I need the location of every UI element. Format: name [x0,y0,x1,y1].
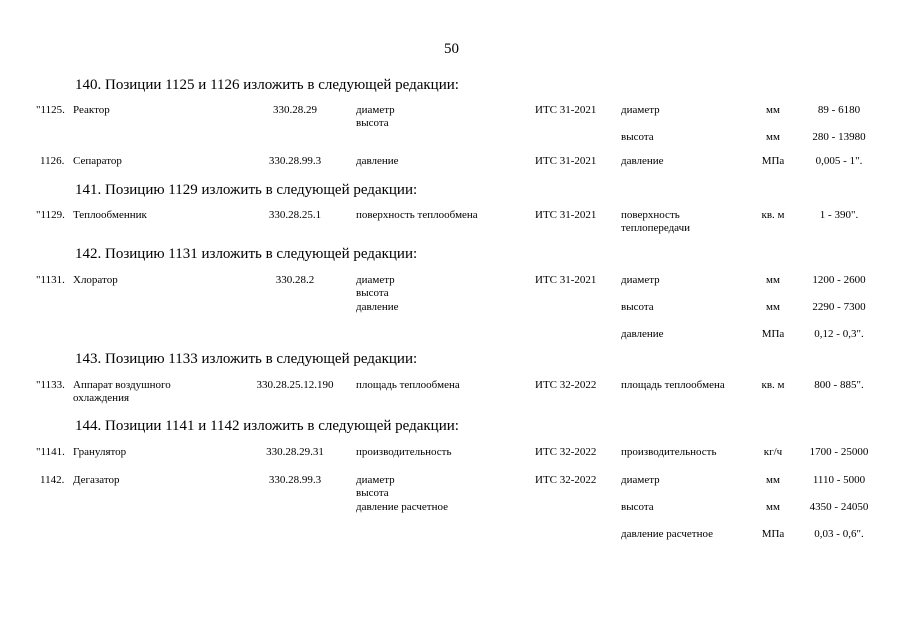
row-number: "1141. [36,446,65,458]
page-number: 50 [444,41,459,57]
its-parameter: диаметр [621,274,660,286]
equipment-name: Хлоратор [73,274,118,286]
section-heading: 141. Позицию 1129 изложить в следующей редакции: [75,182,418,198]
row-number: 1126. [40,155,65,167]
equipment-name: Теплообменник [73,209,147,221]
section-heading: 140. Позиции 1125 и 1126 изложить в следующей редакции: [75,77,459,93]
row-number: 1142. [40,474,65,486]
parameter: производительность [356,446,452,458]
code: 330.28.25.1 [268,209,322,221]
its-parameter: теплопередачи [621,222,691,234]
its-reference: ИТС 31-2021 [535,155,597,167]
its-reference: ИТС 31-2021 [535,209,597,221]
unit: МПа [761,328,785,340]
value-range: 280 - 13980 [812,131,866,143]
its-reference: ИТС 32-2022 [535,379,597,391]
row-number: "1129. [36,209,65,221]
value-range: 4350 - 24050 [809,501,869,513]
parameter: давление расчетное [356,501,448,513]
its-parameter: производительность [621,446,717,458]
its-parameter: диаметр [621,474,660,486]
unit: кв. м [761,209,785,221]
its-reference: ИТС 31-2021 [535,104,597,116]
value-range: 1110 - 5000 [812,474,866,486]
its-parameter: высота [621,131,654,143]
equipment-name: Реактор [73,104,110,116]
value-range: 1200 - 2600 [812,274,866,286]
value-range: 0,03 - 0,6". [814,528,864,540]
parameter: диаметр [356,104,395,116]
its-parameter: высота [621,501,654,513]
row-number: "1131. [36,274,65,286]
value-range: 2290 - 7300 [812,301,866,313]
its-parameter: площадь теплообмена [621,379,725,391]
code: 330.28.29.31 [266,446,324,458]
row-number: "1133. [36,379,65,391]
its-parameter: давление расчетное [621,528,713,540]
equipment-name: Дегазатор [73,474,120,486]
parameter: высота [356,287,389,299]
equipment-name: Гранулятор [73,446,127,458]
value-range: 800 - 885". [814,379,864,391]
unit: МПа [761,528,785,540]
parameter: диаметр [356,274,395,286]
code: 330.28.29 [273,104,317,116]
code: 330.28.25.12.190 [256,379,334,391]
unit: мм [766,104,780,116]
code: 330.28.2 [275,274,315,286]
value-range: 0,005 - 1". [815,155,863,167]
parameter: высота [356,117,389,129]
its-parameter: высота [621,301,654,313]
equipment-name: Сепаратор [73,155,122,167]
its-parameter: давление [621,155,664,167]
section-heading: 143. Позицию 1133 изложить в следующей редакции: [75,351,418,367]
equipment-name: охлаждения [73,392,130,404]
code: 330.28.99.3 [268,155,322,167]
unit: мм [766,474,780,486]
unit: мм [766,131,780,143]
its-parameter: диаметр [621,104,660,116]
its-reference: ИТС 31-2021 [535,274,597,286]
value-range: 89 - 6180 [817,104,861,116]
value-range: 1 - 390". [819,209,859,221]
its-parameter: давление [621,328,664,340]
parameter: диаметр [356,474,395,486]
unit: МПа [761,155,785,167]
its-parameter: поверхность [621,209,680,221]
parameter: высота [356,487,389,499]
unit: мм [766,274,780,286]
row-number: "1125. [36,104,65,116]
value-range: 1700 - 25000 [809,446,869,458]
unit: мм [766,301,780,313]
equipment-name: Аппарат воздушного [73,379,171,391]
its-reference: ИТС 32-2022 [535,474,597,486]
unit: мм [766,501,780,513]
section-heading: 144. Позиции 1141 и 1142 изложить в следующей редакции: [75,418,459,434]
parameter: давление [356,301,399,313]
parameter: поверхность теплообмена [356,209,478,221]
its-reference: ИТС 32-2022 [535,446,597,458]
unit: кв. м [761,379,785,391]
parameter: площадь теплообмена [356,379,460,391]
code: 330.28.99.3 [268,474,322,486]
parameter: давление [356,155,399,167]
value-range: 0,12 - 0,3". [814,328,864,340]
section-heading: 142. Позицию 1131 изложить в следующей редакции: [75,246,418,262]
unit: кг/ч [763,446,783,458]
